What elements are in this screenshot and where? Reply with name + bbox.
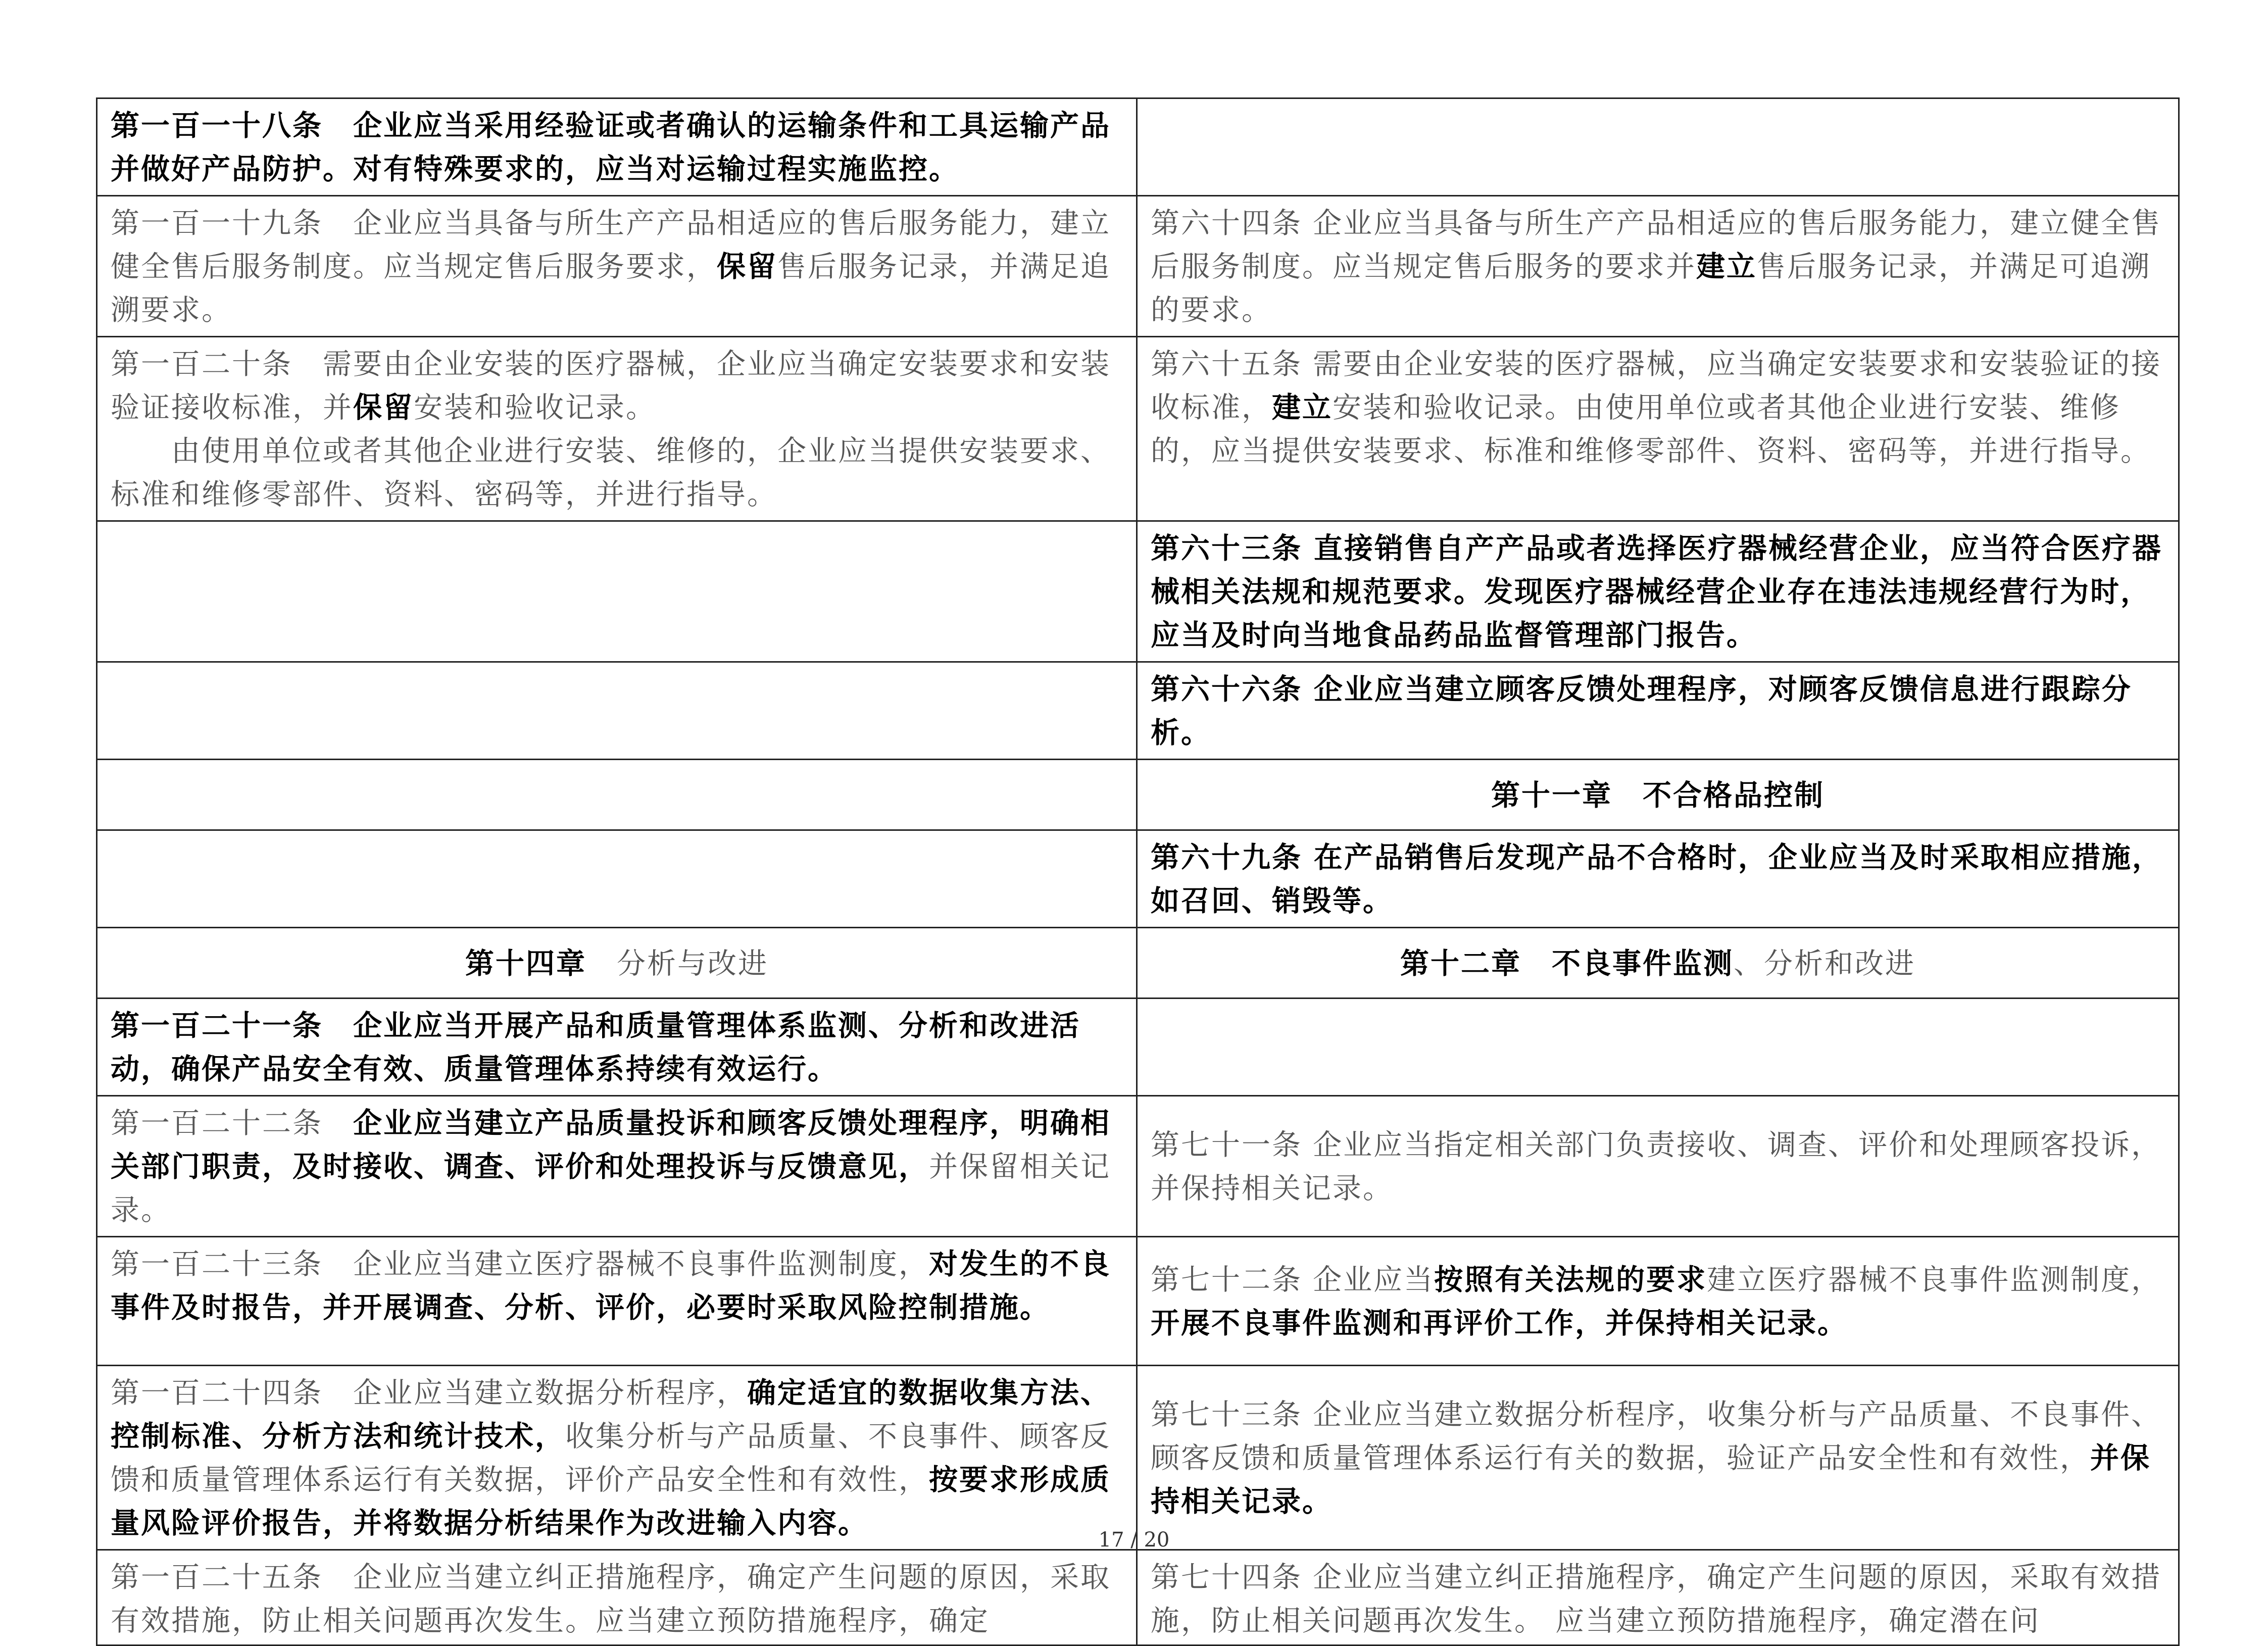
old-regulation-cell [1137,1096,2179,1237]
clause-text: 第六十四条 企业应当具备与所生产产品相适应的售后服务能力，建立健全售后服务制度。应当规定售后服务的要求并 [1151,207,2162,283]
clause-text: 对发生的不良事件及时报告，并开展调查、分析、评价，必要时采取风险控制措施。 [111,1247,1111,1324]
clause-text: 并保持相关记录。 [1151,1441,2151,1518]
clause-text: 第一百二十条 需要由企业安装的医疗器械，企业应当确定安装要求和安装验证接收标准，并 [111,347,1111,424]
new-regulation-cell [97,1550,1137,1645]
clause-text: 第六十六条 企业应当建立顾客反馈处理程序，对顾客反馈信息进行跟踪分析。 [1151,672,2132,750]
clause-text: 第六十五条 需要由企业安装的医疗器械，应当确定安装要求和安装验证的接收标准， [1151,347,2162,424]
new-regulation-cell [97,999,1137,1096]
table-row [97,662,2179,760]
new-regulation-cell [97,337,1137,521]
clause-text: 第一百二十五条 企业应当建立纠正措施程序，确定产生问题的原因，采取有效措施，防止相关问题再次发生。应当建立预防措施程序，确定 [111,1561,1111,1637]
clause-text: 第一百二十四条 企业应当建立数据分析程序， [111,1376,747,1410]
new-regulation-cell [97,1366,1137,1550]
clause-text: 第一百二十一条 企业应当开展产品和质量管理体系监测、分析和改进活动，确保产品安全有效、质量管理体系持续有效运行。 [111,1009,1080,1086]
clause-text: 第六十三条 直接销售自产产品或者选择医疗器械经营企业，应当符合医疗器械相关法规和规范要求。发现医疗器械经营企业存在违法违规经营行为时，应当及时向当地食品药品监督管理部门报告。 [1151,531,2162,652]
old-regulation-cell [1137,830,2179,928]
clause-text: 开展不良事件监测和再评价工作，并保持相关记录。 [1151,1306,1848,1340]
clause-text: 第十一章 [1491,778,1643,812]
clause-text: 建立 [1272,390,1333,424]
chapter-heading-right [1137,760,2179,830]
table-row [97,196,2179,337]
new-regulation-cell [97,196,1137,337]
old-regulation-cell [1137,1366,2179,1550]
clause-text: 保留 [717,250,777,283]
clause-text: 、分析和改进 [1734,946,1915,980]
new-regulation-cell [97,98,1137,196]
clause-text: 不合格品控制 [1643,778,1825,812]
clause-text: 售后服务记录，并满足可追溯的要求。 [1151,250,2151,327]
clause-text: 按照有关法规的要求 [1434,1263,1707,1296]
clause-text: 企业应当建立产品质量投诉和顾客反馈处理程序，明确相关部门职责，及时接收、调查、评价和处理投诉与反馈意见， [111,1106,1111,1183]
new-regulation-cell [97,760,1137,830]
old-regulation-cell [1137,337,2179,521]
clause-paragraph: 由使用单位或者其他企业进行安装、维修的，企业应当提供安装要求、标准和维修零部件、资料、密码等，并进行指导。 [111,434,1111,511]
table-row [97,928,2179,999]
clause-text: 第一百二十三条 企业应当建立医疗器械不良事件监测制度， [111,1248,929,1281]
table-row [97,830,2179,928]
page-number: 17 / 20 [1098,1528,1170,1552]
old-regulation-cell [1137,1237,2179,1366]
clause-text: 并保留相关记录。 [111,1150,1111,1227]
clause-text: 第一百二十二条 [111,1107,353,1140]
clause-text: 建立医疗器械不良事件监测制度， [1707,1263,2162,1296]
table-row [97,1096,2179,1237]
chapter-heading-left [97,928,1137,999]
clause-text: 保留 [353,390,414,424]
clause-text: 第七十二条 企业应当 [1151,1263,1435,1296]
table-row [97,999,2179,1096]
new-regulation-cell [97,521,1137,662]
table-row [97,521,2179,662]
table-row [97,98,2179,196]
clause-text: 按要求形成质量风险评价报告，并将数据分析结果作为改进输入内容。 [111,1463,1111,1540]
new-regulation-cell [97,1237,1137,1366]
clause-text: 售后服务记录，并满足追溯要求。 [111,250,1111,327]
table-row [97,1366,2179,1550]
clause-text: 确定适宜的数据收集方法、控制标准、分析方法和统计技术， [111,1376,1111,1453]
clause-text: 安装和验收记录。 [414,391,656,424]
clause-text: 第七十三条 企业应当建立数据分析程序，收集分析与产品质量、不良事件、顾客反馈和质量管理体系运行有关的数据，验证产品安全性和有效性， [1151,1398,2162,1475]
old-regulation-cell [1137,999,2179,1096]
table-row [97,1237,2179,1366]
clause-text: 建立 [1696,250,1757,283]
clause-text: 安装和验收记录。由使用单位或者其他企业进行安装、维修的，应当提供安装要求、标准和维修零部件、资料、密码等，并进行指导。 [1151,391,2151,468]
new-regulation-cell [97,830,1137,928]
new-regulation-cell [97,662,1137,760]
clause-text: 分析与改进 [617,946,768,980]
clause-text: 第六十九条 在产品销售后发现产品不合格时，企业应当及时采取相应措施，如召回、销毁等。 [1151,840,2162,918]
clause-text: 第十四章 [465,946,617,980]
old-regulation-cell [1137,662,2179,760]
clause-text: 第一百一十八条 企业应当采用经验证或者确认的运输条件和工具运输产品并做好产品防护。对有特殊要求的，应当对运输过程实施监控。 [111,109,1111,186]
old-regulation-cell [1137,98,2179,196]
old-regulation-cell [1137,521,2179,662]
chapter-heading-right [1137,928,2179,999]
clause-text: 收集分析与产品质量、不良事件、顾客反馈和质量管理体系运行有关数据，评价产品安全性和有效性， [111,1420,1111,1497]
table-row [97,760,2179,830]
table-row [97,1550,2179,1645]
clause-text: 第七十四条 企业应当建立纠正措施程序，确定产生问题的原因，采取有效措施，防止相关问题再次发生。 应当建立预防措施程序，确定潜在问 [1151,1561,2162,1637]
old-regulation-cell [1137,196,2179,337]
clause-text: 第十二章 不良事件监测 [1400,946,1734,980]
old-regulation-cell [1137,1550,2179,1645]
comparison-table [96,97,2180,1646]
clause-text: 第七十一条 企业应当指定相关部门负责接收、调查、评价和处理顾客投诉，并保持相关记录。 [1151,1128,2162,1205]
new-regulation-cell [97,1096,1137,1237]
clause-text: 第一百一十九条 企业应当具备与所生产产品相适应的售后服务能力，建立健全售后服务制度。应当规定售后服务要求， [111,207,1111,283]
table-row [97,337,2179,521]
